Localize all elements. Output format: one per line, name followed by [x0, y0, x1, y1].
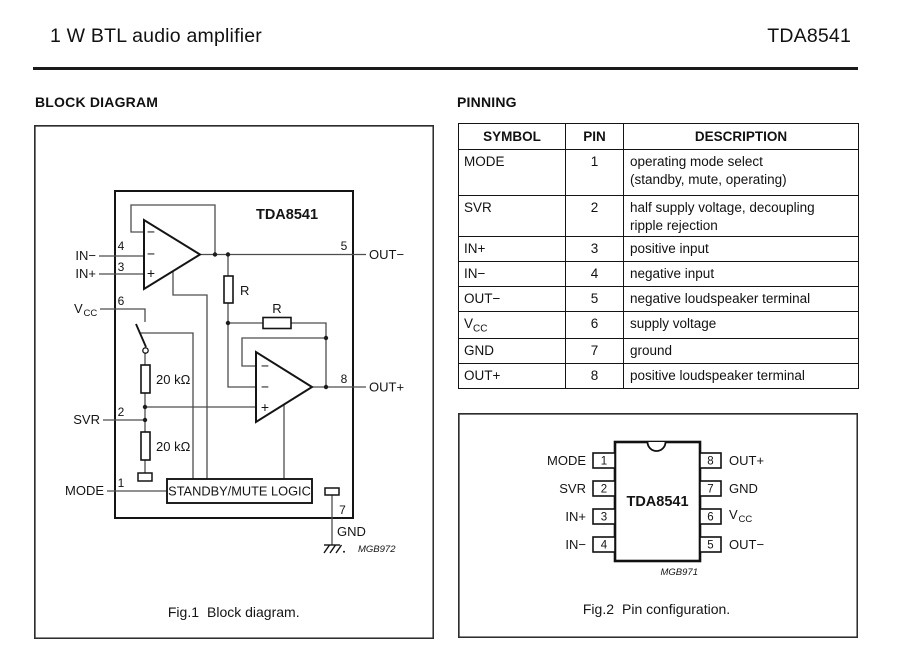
fig2-label-out-minus: OUT− [729, 537, 765, 552]
mode-switch-contact [143, 348, 148, 353]
symbol-cell [459, 312, 566, 339]
fig1-label-mode: MODE [65, 483, 104, 498]
fig2-label-in-minus: IN− [565, 537, 586, 552]
resistor-r2-label: R [272, 301, 282, 316]
pin-cell: 2 [566, 196, 624, 237]
col-header-symbol: SYMBOL [459, 124, 566, 150]
resistor-r1 [224, 276, 233, 303]
pinning-table [458, 123, 859, 389]
table-row [459, 312, 859, 339]
description-line: ripple rejection [630, 217, 718, 233]
table-row [459, 237, 859, 262]
symbol-cell: OUT− [459, 287, 566, 312]
fig2-label-svr: SVR [559, 481, 586, 496]
description-cell [624, 196, 859, 237]
header-rule [33, 67, 858, 70]
amp2-plus-sign: + [260, 399, 270, 415]
pin-cell: 7 [566, 338, 624, 363]
table-header-row [459, 124, 859, 150]
page-title: 1 W BTL audio amplifier [50, 25, 262, 47]
left-pin-boxes [593, 453, 615, 552]
symbol-cell: OUT+ [459, 363, 566, 388]
amp2-fb-minus-sign: − [260, 357, 270, 374]
fig1-pin5-number: 5 [340, 239, 348, 253]
fig2-label-vcc-sub: CC [738, 514, 753, 525]
standby-mute-logic-label: STANDBY/MUTE LOGIC [168, 483, 311, 499]
pin-cell: 8 [566, 363, 624, 388]
description-line: half supply voltage, decoupling [630, 200, 815, 215]
section-heading-block-diagram: BLOCK DIAGRAM [35, 94, 159, 110]
resistor-r2 [263, 318, 291, 329]
fig2-pin5-number: 5 [707, 539, 714, 552]
fig1-label-svr: SVR [73, 412, 100, 427]
description-cell: positive input [624, 237, 859, 262]
fig2-label-in-plus: IN+ [565, 509, 586, 524]
symbol-cell: GND [459, 338, 566, 363]
fig1-pin6-number: 6 [117, 294, 125, 308]
table-row [459, 338, 859, 363]
symbol-cell: IN− [459, 262, 566, 287]
fig1-ic-label: TDA8541 [255, 207, 319, 223]
fig2-label-mode: MODE [547, 453, 586, 468]
pin-cell: 6 [566, 312, 624, 339]
fig1-pin8-number: 8 [340, 372, 348, 386]
fig1-label-in-plus: IN+ [75, 266, 96, 281]
fig1-label-out-plus: OUT+ [369, 379, 405, 395]
table-row [459, 150, 859, 196]
fig1-pin4-number: 4 [117, 239, 125, 253]
fig1-caption-prefix: Fig.1 [167, 604, 199, 620]
col-header-description: DESCRIPTION [624, 124, 859, 150]
symbol-subscript: CC [473, 323, 488, 335]
amp1-fb-minus-sign: − [146, 223, 156, 240]
fig1-label-in-minus: IN− [75, 248, 96, 263]
symbol-cell: IN+ [459, 237, 566, 262]
fig2-label-gnd: GND [729, 481, 758, 496]
description-cell: negative loudspeaker terminal [624, 287, 859, 312]
col-header-pin: PIN [566, 124, 624, 150]
fig2-caption-text: Pin configuration. [622, 601, 731, 617]
table-row [459, 262, 859, 287]
description-cell [624, 150, 859, 196]
fig1-label-gnd: GND [337, 524, 366, 539]
fig2-left-labels [547, 453, 586, 552]
description-cell: ground [624, 338, 859, 363]
fig2-pin2-number: 2 [600, 483, 608, 496]
fig2-pin3-number: 3 [600, 511, 608, 524]
pin-configuration-figure [458, 413, 858, 638]
amp1-plus-sign: + [146, 265, 156, 281]
symbol-main: V [464, 316, 474, 332]
resistor-20k-bottom [141, 432, 150, 460]
table-row [459, 363, 859, 388]
fig1-label-out-minus: OUT− [369, 247, 405, 262]
pin-cell: 3 [566, 237, 624, 262]
fig2-drawing-code: MGB971 [660, 567, 698, 578]
pin-cell: 5 [566, 287, 624, 312]
fig1-pin1-number: 1 [117, 476, 125, 490]
fig1-label-vcc: V [74, 301, 83, 316]
symbol-cell: SVR [459, 196, 566, 237]
fig2-right-labels [729, 453, 764, 552]
fig1-pin2-number: 2 [117, 405, 125, 419]
resistor-r1-label: R [240, 283, 250, 298]
pin-cell: 1 [566, 150, 624, 196]
fig2-pin8-number: 8 [707, 455, 714, 468]
amp2-minus-sign: − [260, 378, 270, 395]
internal-terminal-symbol [138, 473, 152, 481]
part-number: TDA8541 [767, 25, 851, 47]
pin-cell: 4 [566, 262, 624, 287]
section-heading-pinning: PINNING [457, 94, 517, 110]
fig2-caption-prefix: Fig.2 [582, 601, 614, 617]
description-cell: supply voltage [624, 312, 859, 339]
fig2-pin6-number: 6 [707, 511, 714, 524]
resistor-20k-top-label: 20 kΩ [156, 372, 191, 387]
fig1-drawing-code: MGB972 [358, 544, 396, 555]
fig1-caption-text: Block diagram. [207, 604, 300, 620]
junction-dots [143, 252, 328, 422]
right-pin-boxes [700, 453, 721, 552]
block-diagram-figure [34, 125, 434, 639]
ground-symbol-dot [343, 551, 345, 553]
description-cell: negative input [624, 262, 859, 287]
fig2-label-vcc: V [729, 507, 738, 522]
pin7-terminal-symbol [325, 488, 339, 495]
resistor-20k-top [141, 365, 150, 393]
table-row [459, 287, 859, 312]
fig2-pin1-number: 1 [600, 455, 608, 468]
fig1-pin7-number: 7 [339, 503, 346, 517]
fig2-chip-label: TDA8541 [626, 494, 689, 510]
fig1-pin3-number: 3 [117, 260, 125, 274]
description-cell: positive loudspeaker terminal [624, 363, 859, 388]
ground-symbol [324, 545, 342, 553]
resistor-20k-bottom-label: 20 kΩ [156, 439, 191, 454]
fig2-pin4-number: 4 [600, 539, 608, 552]
mode-switch-blade [136, 324, 146, 347]
fig2-pin7-number: 7 [707, 483, 714, 496]
symbol-cell: MODE [459, 150, 566, 196]
fig2-label-out-plus: OUT+ [729, 453, 765, 468]
amp1-minus-sign: − [146, 245, 156, 262]
table-row [459, 196, 859, 237]
description-line: operating mode select [630, 154, 763, 169]
fig1-label-vcc-sub: CC [83, 308, 98, 319]
description-line: (standby, mute, operating) [630, 171, 787, 187]
